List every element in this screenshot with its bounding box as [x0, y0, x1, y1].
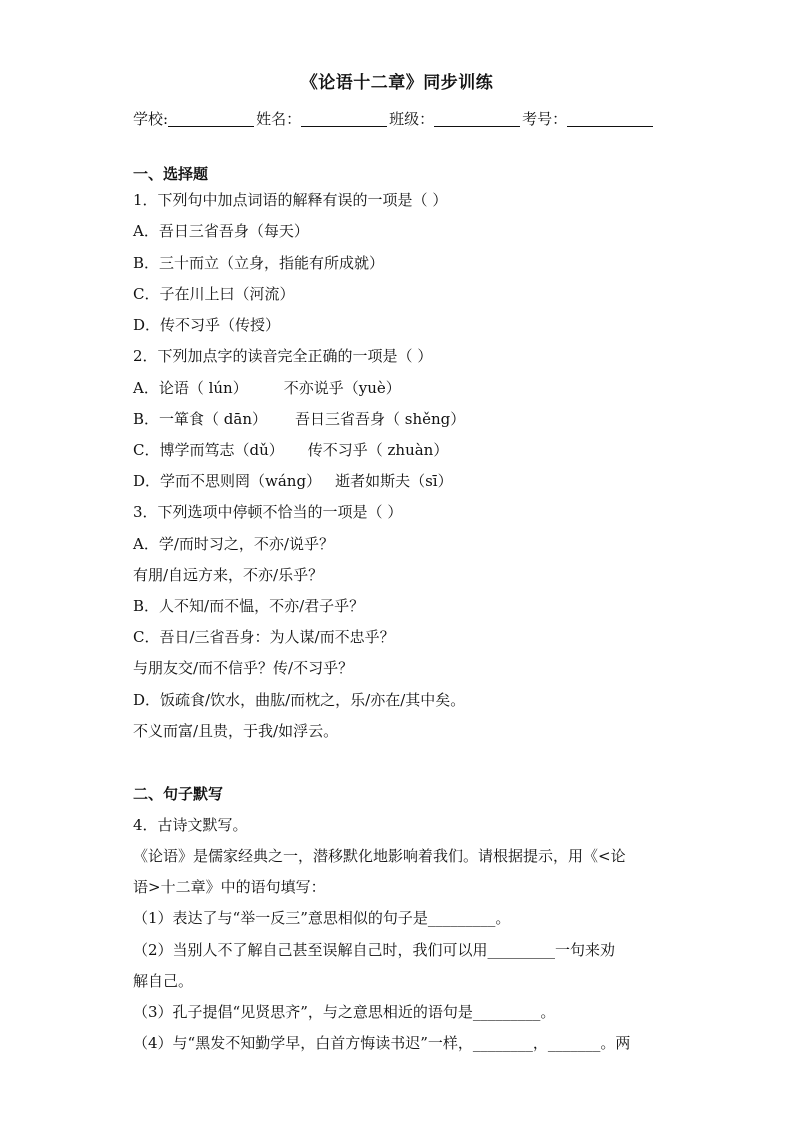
question-2-option-a — [133, 378, 401, 398]
question-1-option-a: A．吾日三省吾身（每天） — [133, 222, 309, 240]
question-4-part-2-line2: 解自己。 — [133, 972, 194, 990]
question-4-part-3: （3）孔子提倡“见贤思齐”，与之意思相近的语句是_________。 — [133, 1003, 556, 1021]
section-heading-dictation: 二、句子默写 — [133, 785, 224, 803]
question-3-option-c-line2: 与朋友交/而不信乎？传/不习乎？ — [133, 659, 354, 677]
question-3-option-d-line1: D．饭疏食/饮水，曲肱/而枕之，乐/亦在/其中矣。 — [133, 691, 466, 709]
class-label: 班级： — [389, 110, 435, 128]
question-2-option-c — [133, 440, 448, 460]
question-2-stem: 2．下列加点字的读音完全正确的一项是（ ） — [133, 347, 433, 365]
question-4-part-4: （4）与“黑发不知勤学早，白首方悔读书迟”一样，________，_______。两 — [133, 1034, 631, 1052]
student-info-row — [133, 108, 673, 129]
question-1-option-d: D．传不习乎（传授） — [133, 316, 281, 334]
question-2-option-a-part2: 不亦说乎（yuè） — [283, 379, 401, 397]
question-3-option-d-line2: 不义而富/且贵，于我/如浮云。 — [133, 722, 339, 740]
question-3-option-a-line2: 有朋/自远方来，不亦/乐乎？ — [133, 566, 324, 584]
question-3-option-a-line1: A．学/而时习之，不亦/说乎？ — [133, 535, 334, 553]
school-blank[interactable] — [168, 112, 254, 127]
question-2-option-b — [133, 409, 465, 429]
exam-no-label: 考号： — [522, 110, 568, 128]
question-4-intro-line1: 《论语》是儒家经典之一，潜移默化地影响着我们。请根据提示，用《<论 — [133, 847, 626, 865]
name-blank[interactable] — [301, 112, 387, 127]
question-4-intro-line2: 语>十二章》中的语句填写： — [133, 878, 326, 896]
question-2-option-d-part2: 逝者如斯夫（sī） — [335, 472, 453, 490]
question-4-part-2-line1: （2）当别人不了解自己甚至误解自己时，我们可以用_________一句来劝 — [133, 941, 616, 959]
section-heading-choice: 一、选择题 — [133, 165, 209, 183]
question-2-option-d-part1: D．学而不思则罔（wáng） — [133, 472, 322, 490]
question-1-stem: 1．下列句中加点词语的解释有误的一项是（ ） — [133, 191, 448, 209]
question-1-option-b: B．三十而立（立身，指能有所成就） — [133, 254, 385, 272]
question-1-option-c: C．子在川上曰（河流） — [133, 285, 295, 303]
question-2-option-b-part2: 吾日三省吾身（ shěng） — [295, 410, 466, 428]
school-label: 学校: — [133, 110, 169, 128]
question-4-part-1: （1）表达了与“举一反三”意思相似的句子是_________。 — [133, 909, 511, 927]
page-title: 《论语十二章》同步训练 — [300, 73, 494, 93]
question-2-option-a-part1: A．论语（ lún） — [133, 379, 248, 397]
question-4-stem: 4．古诗文默写。 — [133, 816, 248, 834]
exam-no-blank[interactable] — [567, 112, 653, 127]
question-2-option-d — [133, 471, 453, 491]
class-blank[interactable] — [434, 112, 520, 127]
question-3-stem: 3．下列选项中停顿不恰当的一项是（ ） — [133, 503, 403, 521]
question-2-option-c-part2: 传不习乎（ zhuàn） — [307, 441, 449, 459]
question-2-option-c-part1: C．博学而笃志（dǔ） — [133, 441, 284, 459]
question-3-option-b: B．人不知/而不愠，不亦/君子乎？ — [133, 597, 365, 615]
question-3-option-c-line1: C．吾日/三省吾身：为人谋/而不忠乎？ — [133, 628, 395, 646]
name-label: 姓名： — [256, 110, 302, 128]
question-2-option-b-part1: B．一箪食（ dān） — [133, 410, 267, 428]
